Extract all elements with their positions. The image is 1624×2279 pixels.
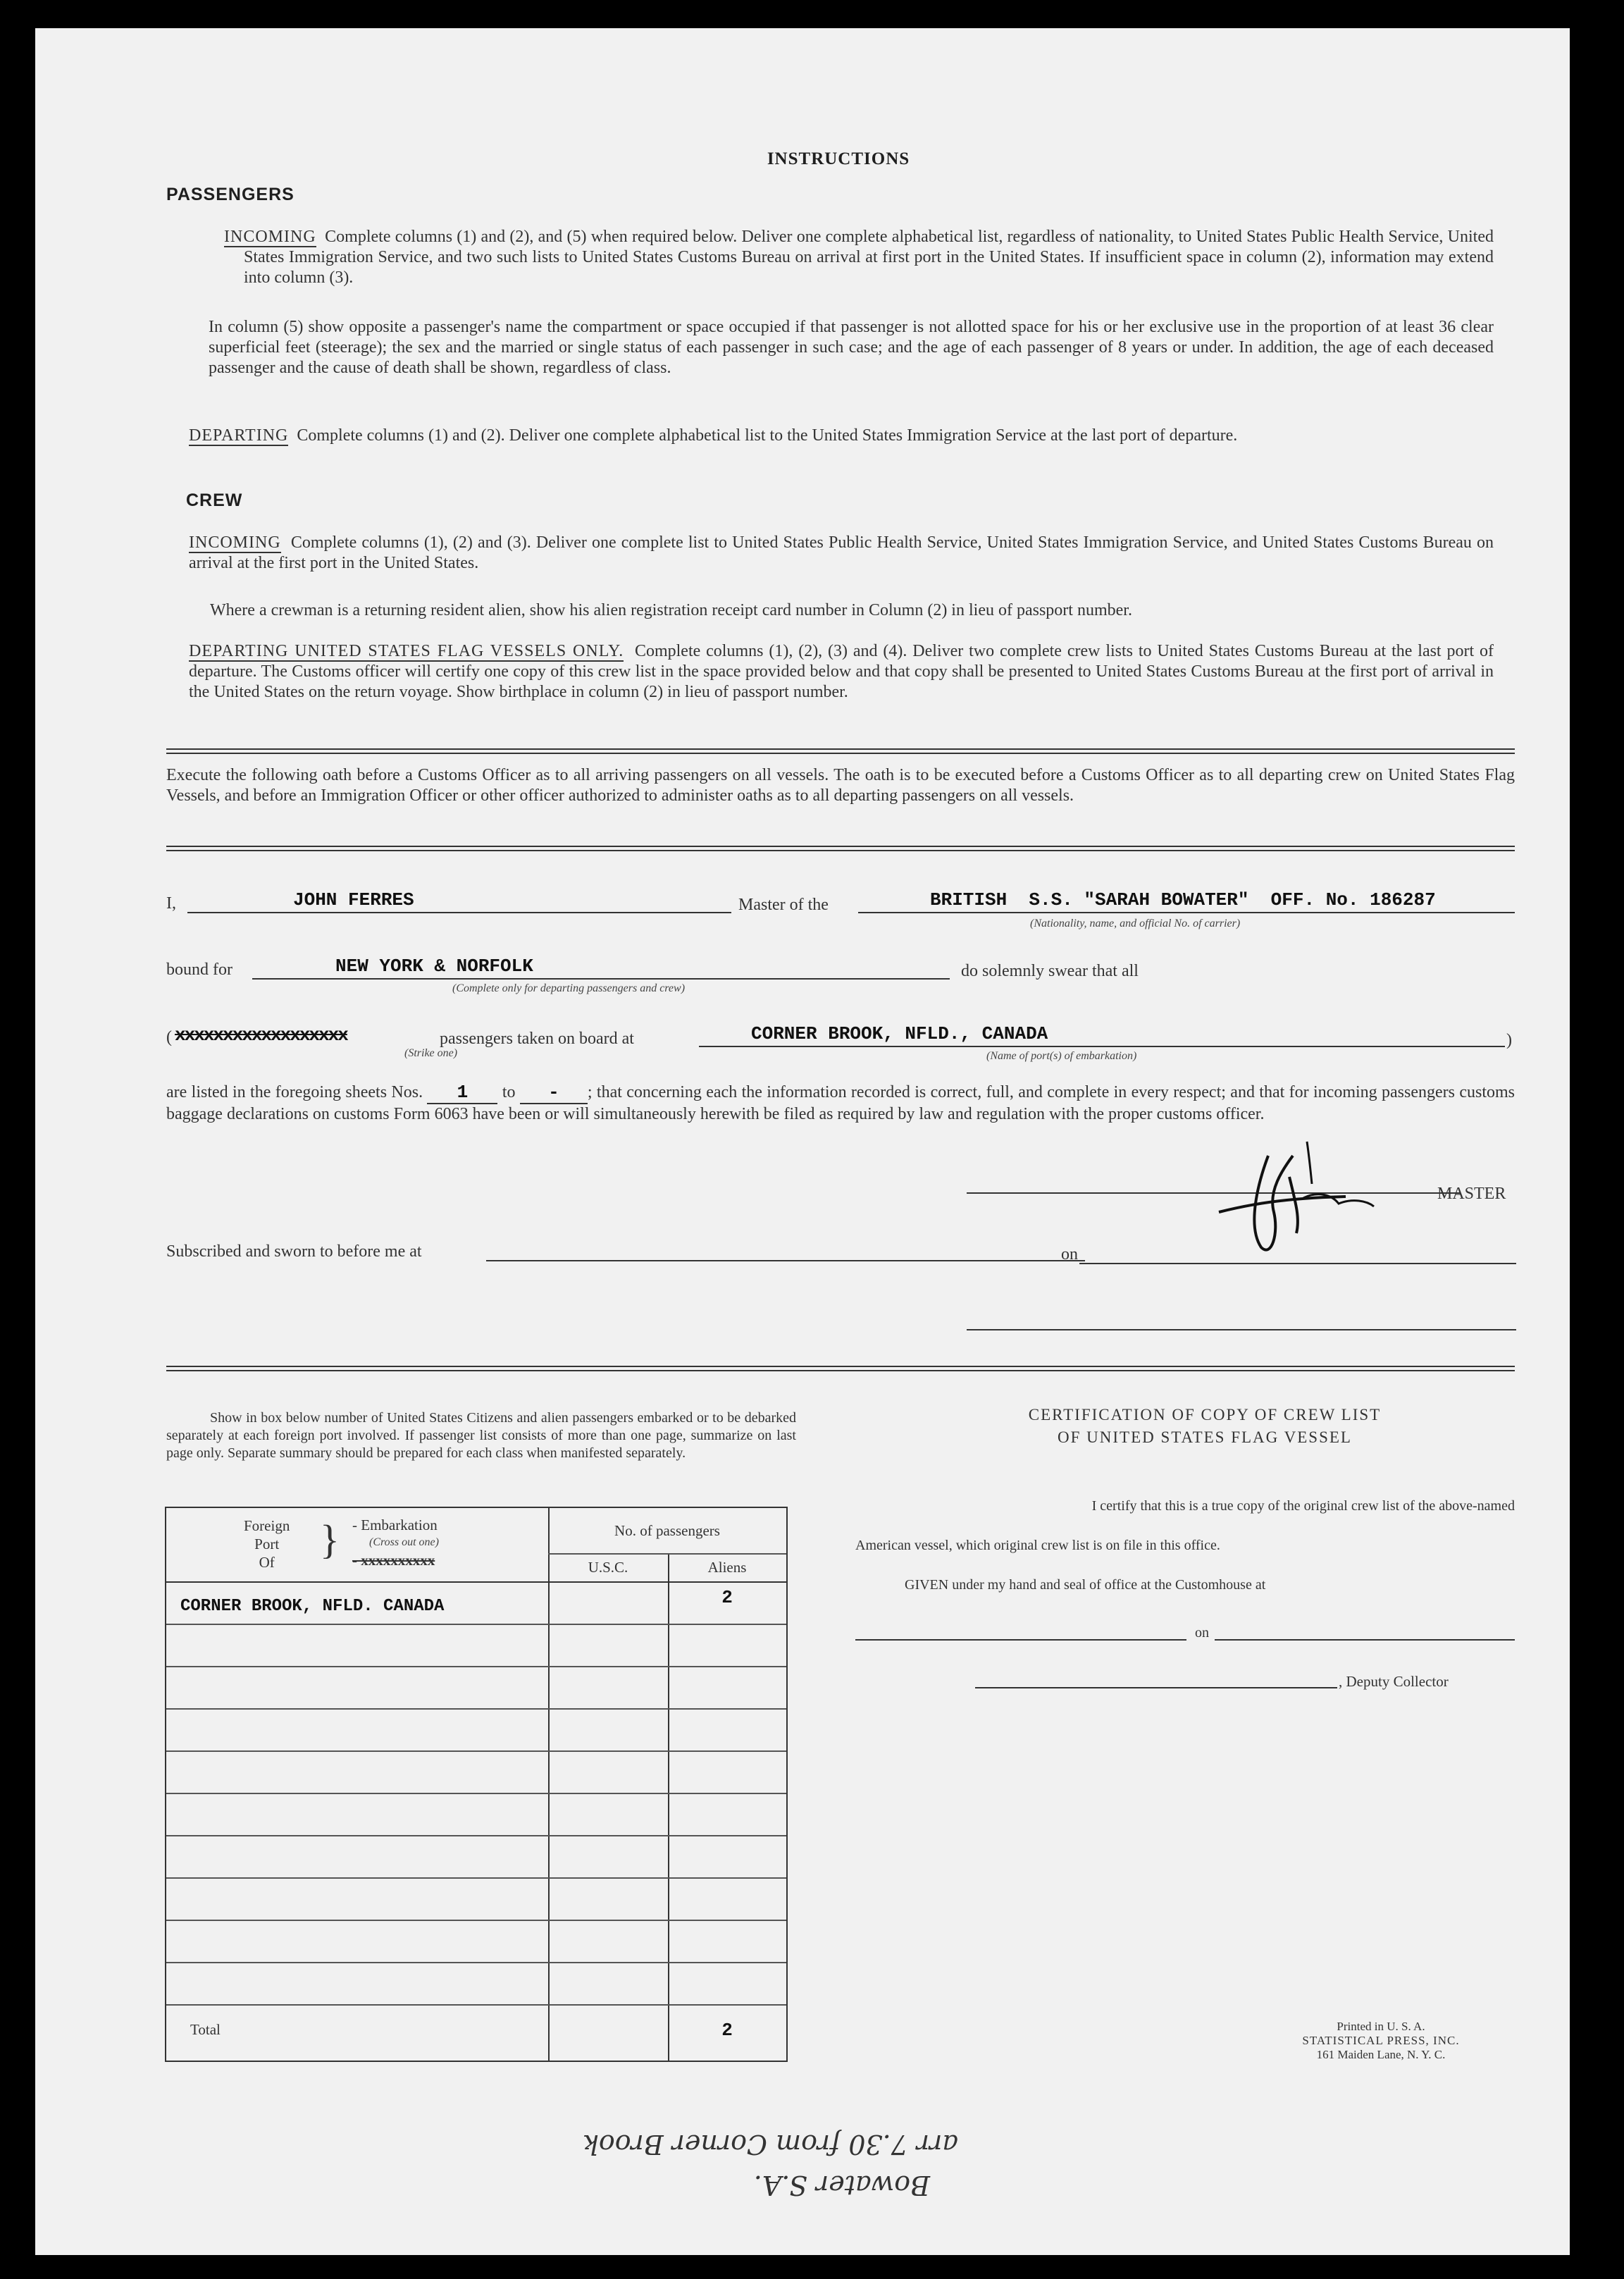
passengers-departing-paragraph	[189, 426, 1494, 446]
sworn-date-line	[1079, 1263, 1516, 1264]
handwritten-note: Bowater S.A. arr 7.30 from Corner Brook	[582, 2129, 958, 2201]
passenger-summary-table	[165, 1507, 788, 2062]
crew-departing-paragraph	[189, 641, 1494, 703]
foreign-port-of-label: Foreign Port Of	[244, 1517, 290, 1571]
passengers-incoming-label: INCOMING	[224, 228, 316, 246]
instructions-title: INSTRUCTIONS	[767, 149, 910, 168]
open-paren: (	[166, 1028, 172, 1046]
to-label: to	[502, 1083, 516, 1101]
row-port: CORNER BROOK, NFLD. CANADA	[180, 1597, 445, 1616]
master-signature	[1191, 1128, 1402, 1268]
embarkation-label: - Embarkation	[352, 1517, 438, 1533]
crew-departing-text: Complete columns (1), (2), (3) and (4). Deliver two complete crew lists to United States Customs Bureau at the last port of departure. The Customs officer will certify one copy of this crew list in the space provided below and that copy shall be presented to United States Customs Bureau at the first port of arrival in the United States on the return voyage. Show birthplace in column (2) in lieu of passport number.	[189, 642, 1494, 701]
bound-for-value: NEW YORK & NORFOLK	[335, 956, 533, 977]
listed-paragraph	[166, 1082, 1515, 1125]
certify-line-2: American vessel, which original crew list is on file in this office.	[855, 1538, 1220, 1553]
bound-for-label: bound for	[166, 961, 233, 979]
taken-on-board-label: passengers taken on board at	[440, 1030, 634, 1048]
sheet-from: 1	[457, 1082, 469, 1103]
vessel-name: BRITISH S.S. "SARAH BOWATER" OFF. No. 186287	[930, 889, 1436, 910]
debarkation-struck: - xxxxxxxxxx	[352, 1552, 435, 1569]
oath-instruction: Execute the following oath before a Customs Officer as to all arriving passengers on all vessels. The oath is to be executed before a Customs Officer as to all departing crew on United States Flag Vessels, and before an Immigration Officer or other officer authorized to administer oaths as to all departing passengers on all vessels.	[166, 766, 1515, 805]
certify-line-1: I certify that this is a true copy of the original crew list of the above-named	[1091, 1498, 1515, 1514]
divider	[166, 846, 1515, 851]
row-aliens: 2	[721, 1587, 733, 1608]
bound-for-line	[252, 978, 950, 980]
passengers-incoming-paragraph	[224, 227, 1494, 288]
brace: }	[320, 1517, 340, 1562]
passengers-incoming-text: Complete columns (1) and (2), and (5) when required below. Deliver one complete alphabetical list, regardless of nationality, to United States Public Health Service, United States Immigration Service, and two such lists to United States Customs Bureau on arrival at first port in the United States. If insufficient space in column (2), information may extend into column (3).	[244, 228, 1494, 287]
passengers-column5-text: In column (5) show opposite a passenger's name the compartment or space occupied if that passenger is not allotted space for his or her exclusive use in the proportion of at least 36 clear superficial feet (steerage); the sex and the married or single status of each passenger in such case; and the age of each passenger of 8 years or under. In addition, the age of each deceased passenger and the cause of death shall be shown, regardless of class.	[209, 318, 1494, 377]
oath-i-label: I,	[166, 894, 176, 913]
no-of-passengers-header: No. of passengers	[614, 1522, 720, 1539]
summary-note: Show in box below number of United States Citizens and alien passengers embarked or to be debarked separately at each foreign port involved. If passenger list consists of more than one page, summarize on last page only. Separate summary should be prepared for each class when manifested separately.	[166, 1410, 796, 1461]
cert-date-line	[1215, 1639, 1515, 1641]
bound-for-caption: (Complete only for departing passengers and crew)	[452, 982, 686, 994]
total-aliens: 2	[721, 2020, 733, 2041]
divider	[166, 1366, 1515, 1371]
master-name-line	[187, 912, 731, 913]
certification-title: CERTIFICATION OF COPY OF CREW LIST OF UNITED STATES FLAG VESSEL	[1028, 1406, 1382, 1446]
listed-rest: ; that concerning each the information recorded is correct, full, and complete in every respect; and that for incoming passengers customs baggage declarations on customs Form 6063 have been or will simultaneously herewith be filed as required by law and regulation with the proper customs officer.	[166, 1083, 1515, 1123]
sheet-to: -	[548, 1082, 559, 1103]
subscribed-label: Subscribed and sworn to before me at	[166, 1242, 422, 1261]
aliens-column-header: Aliens	[707, 1559, 747, 1576]
port-caption: (Name of port(s) of embarkation)	[986, 1050, 1137, 1062]
embarkation-port: CORNER BROOK, NFLD., CANADA	[751, 1023, 1048, 1044]
total-label: Total	[190, 2021, 221, 2038]
form-page	[35, 28, 1570, 2255]
listed-label: are listed in the foregoing sheets Nos.	[166, 1083, 423, 1101]
vessel-caption: (Nationality, name, and official No. of carrier)	[1030, 918, 1241, 929]
crew-incoming-label: INCOMING	[189, 533, 281, 552]
usc-column-header: U.S.C.	[588, 1559, 628, 1576]
passengers-departing-label: DEPARTING	[189, 426, 289, 445]
port-line	[699, 1046, 1505, 1047]
crew-heading: CREW	[186, 490, 243, 510]
divider	[166, 748, 1515, 754]
deputy-collector-label: , Deputy Collector	[1339, 1673, 1449, 1690]
officer-signature-line	[967, 1329, 1516, 1330]
crew-resident-text: Where a crewman is a returning resident alien, show his alien registration receipt card number in Column (2) in lieu of passport number.	[210, 601, 1132, 619]
master-signature-label: MASTER	[1437, 1185, 1506, 1203]
passengers-departing-text: Complete columns (1) and (2). Deliver one complete alphabetical list to the United States Immigration Service at the last port of departure.	[297, 426, 1238, 445]
crew-incoming-text: Complete columns (1), (2) and (3). Deliver one complete list to United States Public Health Service, United States Immigration Service, and United States Customs Bureau on arrival at the first port in the United States.	[189, 533, 1494, 572]
cross-out-caption: (Cross out one)	[369, 1536, 439, 1548]
crew-departing-label: DEPARTING UNITED STATES FLAG VESSELS ONLY.	[189, 642, 624, 660]
swear-text: do solemnly swear that all	[961, 962, 1139, 980]
struck-crew-text: xxxxxxxxxxxxxxxxxx	[175, 1025, 347, 1046]
master-of-label: Master of the	[738, 896, 829, 914]
given-text: GIVEN under my hand and seal of office at the Customhouse at	[905, 1577, 1266, 1593]
crew-incoming-paragraph	[189, 533, 1494, 574]
customhouse-line	[855, 1639, 1186, 1641]
passengers-heading: PASSENGERS	[166, 185, 295, 204]
close-paren: )	[1506, 1031, 1512, 1049]
sworn-on-label: on	[1061, 1245, 1078, 1264]
vessel-line	[858, 912, 1515, 913]
strike-caption: (Strike one)	[404, 1047, 458, 1059]
master-name: JOHN FERRES	[293, 889, 414, 910]
printer-imprint: Printed in U. S. A. STATISTICAL PRESS, INC. 161 Maiden Lane, N. Y. C.	[1302, 2020, 1460, 2061]
cert-on-label: on	[1195, 1625, 1209, 1641]
sworn-place-line	[486, 1260, 1085, 1261]
deputy-signature-line	[975, 1687, 1337, 1688]
